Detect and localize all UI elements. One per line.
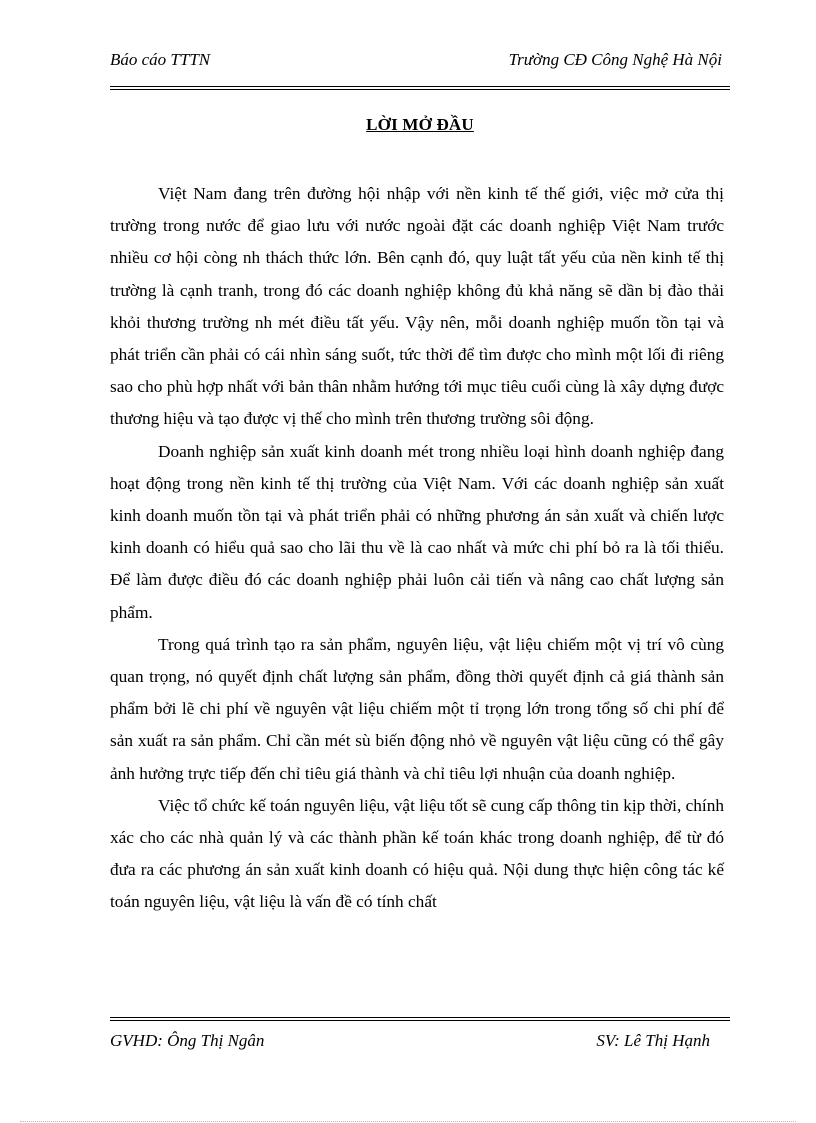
header-report-label: Báo cáo TTTN — [110, 50, 211, 69]
document-title: LỜI MỞ ĐẦU — [366, 115, 474, 134]
page-footer — [110, 1031, 730, 1055]
page-header — [110, 50, 730, 74]
document-body — [110, 178, 724, 919]
header-divider — [110, 86, 730, 90]
paragraph: Trong quá trình tạo ra sản phẩm, nguyên liệu, vật liệu chiếm một vị trí vô cùng quan trọng, nó quyết định chất lượng sản phẩm, đồng thời quyết định cả giá thành sản phẩm bởi lẽ chi phí về nguyên vật liệu chiếm một tỉ trọng lớn trong tổng số chi phí để sản xuất ra sản phẩm. Chỉ cần mét sù biến động nhỏ về nguyên vật liệu cũng có thể gây ảnh hưởng trực tiếp đến chỉ tiêu giá thành và chỉ tiêu lợi nhuận của doanh nghiệp. — [110, 634, 724, 783]
page-bottom-edge — [20, 1121, 796, 1122]
footer-advisor: GVHD: Ông Thị Ngân — [110, 1031, 265, 1050]
header-school-name: Trường CĐ Công Nghệ Hà Nội — [508, 50, 722, 69]
footer-student: SV: Lê Thị Hạnh — [596, 1031, 710, 1050]
paragraph: Việt Nam đang trên đường hội nhập với nền kinh tế thế giới, việc mở cửa thị trường trong nước để giao lưu với nước ngoài đặt các doanh nghiệp Việt Nam trước nhiều cơ hội còng nh thách thức lớn. Bên cạnh đó, quy luật tất yếu của nền kinh tế thị trường là cạnh tranh, trong đó các doanh nghiệp không đủ khả năng sẽ dần bị đào thải khỏi thương trường nh mét điều tất yếu. Vậy nên, mỗi doanh nghiệp muốn tồn tại và phát triển cần phải có cái nhìn sáng suốt, tức thời để tìm được cho mình một lối đi riêng sao cho phù hợp nhất với bản thân nhằm hướng tới mục tiêu cuối cùng là xây dựng được thương hiệu và tạo được vị thế cho mình trên thương trường sôi động. — [110, 184, 724, 429]
footer-divider — [110, 1017, 730, 1021]
paragraph: Doanh nghiệp sản xuất kinh doanh mét trong nhiều loại hình doanh nghiệp đang hoạt động trong nền kinh tế thị trường của Việt Nam. Với các doanh nghiệp sản xuất kinh doanh muốn tồn tại và phát triển phải có những phương án sản xuất và chiến lược kinh doanh có hiểu quả sao cho lãi thu về là cao nhất và mức chi phí bỏ ra là tối thiểu. Để làm được điều đó các doanh nghiệp phải luôn cải tiến và nâng cao chất lượng sản phẩm. — [110, 441, 724, 622]
paragraph: Việc tổ chức kế toán nguyên liệu, vật liệu tốt sẽ cung cấp thông tin kịp thời, chính xác cho các nhà quản lý và các thành phần kế toán khác trong doanh nghiệp, để từ đó đưa ra các phương án sản xuất kinh doanh có hiệu quả. Nội dung thực hiện công tác kế toán nguyên liệu, vật liệu là vấn đề có tính chất — [110, 795, 725, 912]
